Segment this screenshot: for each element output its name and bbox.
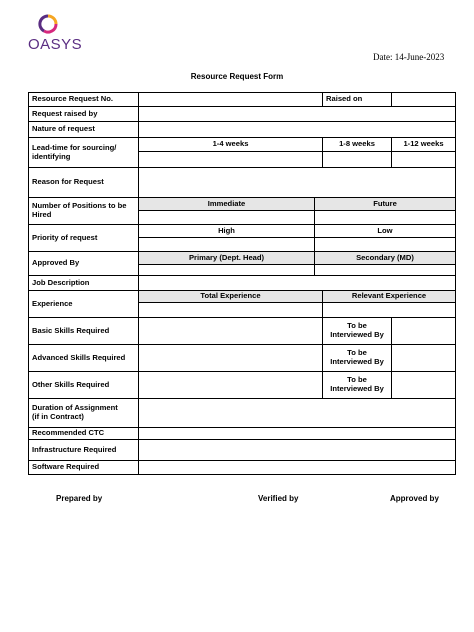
header-primary: Primary (Dept. Head) <box>139 252 315 265</box>
row-duration <box>29 399 456 428</box>
header-total-experience: Total Experience <box>139 291 323 303</box>
header-secondary: Secondary (MD) <box>315 252 456 265</box>
label-job-description: Job Description <box>29 276 139 291</box>
label-advanced-skills: Advanced Skills Required <box>29 345 139 372</box>
input-interviewed-by-advanced[interactable] <box>392 345 456 372</box>
input-primary[interactable] <box>139 265 315 276</box>
input-high[interactable] <box>139 238 315 252</box>
input-low[interactable] <box>315 238 456 252</box>
label-duration <box>29 399 139 428</box>
input-interviewed-by-basic[interactable] <box>392 318 456 345</box>
row-basic-skills <box>29 318 456 345</box>
label-interviewed-by-advanced: To be Interviewed By <box>323 345 392 372</box>
input-immediate[interactable] <box>139 211 315 225</box>
label-lead-time: Lead-time for sourcing/ identifying <box>29 138 139 168</box>
row-other-skills <box>29 372 456 399</box>
label-other-skills: Other Skills Required <box>29 372 139 399</box>
footer-verified-by: Verified by <box>258 494 299 503</box>
logo-text: OASYS <box>28 36 83 53</box>
logo-ring-icon <box>38 14 58 34</box>
footer-approved-by: Approved by <box>390 494 439 503</box>
row-advanced-skills <box>29 345 456 372</box>
header-low: Low <box>315 225 456 238</box>
footer-prepared-by: Prepared by <box>56 494 103 503</box>
input-lead-1-12[interactable] <box>392 152 456 168</box>
input-other-skills[interactable] <box>139 372 323 399</box>
input-future[interactable] <box>315 211 456 225</box>
input-relevant-experience[interactable] <box>323 303 456 318</box>
input-resource-request-no[interactable] <box>139 93 323 107</box>
label-experience: Experience <box>29 291 139 318</box>
form-date: Date: 14-June-2023 <box>373 52 445 62</box>
input-recommended-ctc[interactable] <box>139 428 456 440</box>
row-request-raised-by <box>29 107 456 122</box>
row-priority-headers <box>29 225 456 238</box>
label-request-raised-by: Request raised by <box>29 107 139 122</box>
input-request-raised-by[interactable] <box>139 107 456 122</box>
header-lead-1-4: 1-4 weeks <box>139 138 323 152</box>
label-interviewed-by-other: To be Interviewed By <box>323 372 392 399</box>
input-total-experience[interactable] <box>139 303 323 318</box>
duration-note-text: (if in Contract) <box>32 412 84 421</box>
label-nature-of-request: Nature of request <box>29 122 139 138</box>
header-future: Future <box>315 198 456 211</box>
input-infrastructure[interactable] <box>139 440 456 461</box>
input-secondary[interactable] <box>315 265 456 276</box>
label-raised-on: Raised on <box>323 93 392 107</box>
header-lead-1-12: 1-12 weeks <box>392 138 456 152</box>
form-title: Resource Request Form <box>190 72 284 81</box>
resource-request-table <box>28 92 456 475</box>
row-lead-time-headers <box>29 138 456 152</box>
input-nature-of-request[interactable] <box>139 122 456 138</box>
label-infrastructure: Infrastructure Required <box>29 440 139 461</box>
label-software: Software Required <box>29 461 139 475</box>
label-priority: Priority of request <box>29 225 139 252</box>
input-lead-1-8[interactable] <box>323 152 392 168</box>
label-basic-skills: Basic Skills Required <box>29 318 139 345</box>
label-interviewed-by-basic: To be Interviewed By <box>323 318 392 345</box>
label-reason: Reason for Request <box>29 168 139 198</box>
input-interviewed-by-other[interactable] <box>392 372 456 399</box>
row-experience-headers <box>29 291 456 303</box>
input-raised-on[interactable] <box>392 93 456 107</box>
duration-label-text: Duration of Assignment <box>32 403 118 413</box>
label-resource-request-no: Resource Request No. <box>29 93 139 107</box>
row-job-description <box>29 276 456 291</box>
label-approved-by: Approved By <box>29 252 139 276</box>
header-relevant-experience: Relevant Experience <box>323 291 456 303</box>
company-logo <box>28 14 88 54</box>
input-job-description[interactable] <box>139 276 456 291</box>
row-recommended-ctc <box>29 428 456 440</box>
header-immediate: Immediate <box>139 198 315 211</box>
input-advanced-skills[interactable] <box>139 345 323 372</box>
header-high: High <box>139 225 315 238</box>
input-lead-1-4[interactable] <box>139 152 323 168</box>
header-lead-1-8: 1-8 weeks <box>323 138 392 152</box>
row-infrastructure <box>29 440 456 461</box>
row-positions-headers <box>29 198 456 211</box>
input-software[interactable] <box>139 461 456 475</box>
input-basic-skills[interactable] <box>139 318 323 345</box>
input-duration[interactable] <box>139 399 456 428</box>
row-reason <box>29 168 456 198</box>
label-num-positions: Number of Positions to be Hired <box>29 198 139 225</box>
row-request-no <box>29 93 456 107</box>
row-approved-headers <box>29 252 456 265</box>
label-recommended-ctc: Recommended CTC <box>29 428 139 440</box>
row-nature <box>29 122 456 138</box>
row-software <box>29 461 456 475</box>
input-reason[interactable] <box>139 168 456 198</box>
